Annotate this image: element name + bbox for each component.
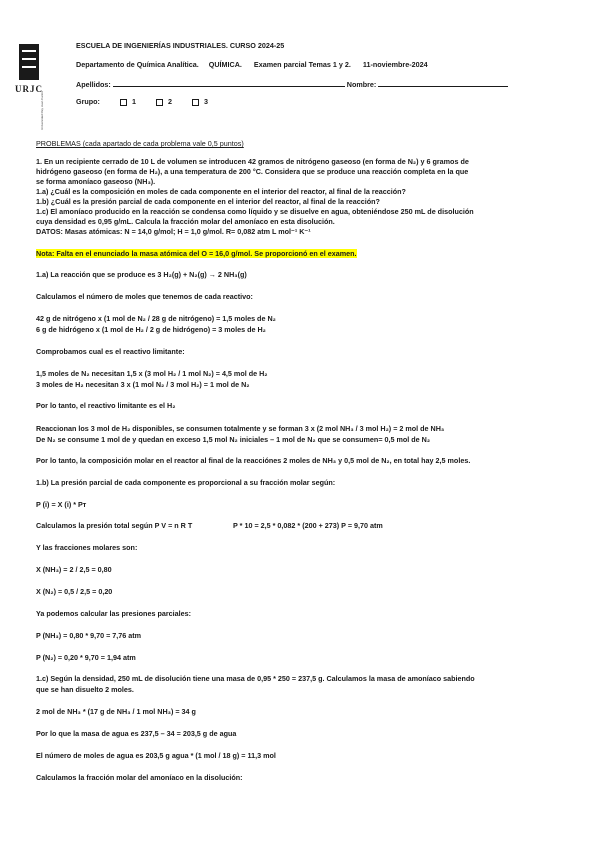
group-option-1[interactable]: 1 bbox=[120, 97, 136, 106]
group-option-3[interactable]: 3 bbox=[192, 97, 208, 106]
logo-vertical-text: Universidad Rey Juan Carlos bbox=[40, 91, 44, 130]
statement-line-3: se forma amoníaco gaseoso (NH₃). bbox=[36, 177, 156, 186]
question-c-line-1: 1.c) El amoníaco producido en la reacción se condensa como líquido y se disuelve en agua, obteniéndose 250 mL de disolución bbox=[36, 207, 474, 216]
solution-line: 1,5 moles de N₂ necesitan 1,5 x (3 mol H₂ / 1 mol N₂) = 4,5 mol de H₂ bbox=[36, 369, 268, 378]
solution-line: P (i) = X (i) * Pᴛ bbox=[36, 500, 87, 509]
solution-line: 1.c) Según la densidad, 250 mL de disolución tiene una masa de 0,95 * 250 = 237,5 g. Calculamos la masa de amoníaco sabiendo bbox=[36, 674, 475, 683]
checkbox-icon bbox=[156, 99, 163, 106]
solution-line: que se han disuelto 2 moles. bbox=[36, 685, 134, 694]
checkbox-icon bbox=[192, 99, 199, 106]
solution-line: Calculamos la presión total según P V = n R T P * 10 = 2,5 * 0,082 * (200 + 273) P = 9,70 atm bbox=[36, 521, 383, 530]
solution-line: Reaccionan los 3 mol de H₂ disponibles, se consumen totalmente y se forman 3 x (2 mol NH₃ / 3 mol H₂) = 2 mol de NH₃ bbox=[36, 424, 445, 433]
solution-line: Calculamos la fracción molar del amoníaco en la disolución: bbox=[36, 773, 243, 782]
logo-mark-icon bbox=[19, 44, 39, 80]
logo-text: URJC bbox=[15, 84, 43, 94]
statement-line-2: hidrógeno gaseoso (en forma de H₂), a una temperatura de 200 °C. Considera que se produce una reacción completa en la que bbox=[36, 167, 469, 176]
problems-title: PROBLEMAS (cada apartado de cada problema vale 0,5 puntos) bbox=[36, 139, 244, 148]
solution-line: X (N₂) = 0,5 / 2,5 = 0,20 bbox=[36, 587, 113, 596]
solution-line: Calculamos el número de moles que tenemos de cada reactivo: bbox=[36, 292, 253, 301]
checkbox-icon bbox=[120, 99, 127, 106]
group-option-2[interactable]: 2 bbox=[156, 97, 172, 106]
data-line: DATOS: Masas atómicas: N = 14,0 g/mol; H = 1,0 g/mol. R= 0,082 atm L mol⁻¹ K⁻¹ bbox=[36, 227, 311, 236]
school-title: ESCUELA DE INGENIERÍAS INDUSTRIALES. CURSO 2024-25 bbox=[76, 41, 285, 50]
exam-title: Examen parcial Temas 1 y 2. bbox=[253, 60, 351, 69]
surname-label: Apellidos: bbox=[76, 80, 111, 89]
group-line bbox=[76, 97, 208, 106]
university-logo bbox=[14, 40, 44, 130]
surname-field[interactable] bbox=[113, 80, 345, 87]
question-b: 1.b) ¿Cuál es la presión parcial de cada componente en el interior del reactor, al final de la reacción? bbox=[36, 197, 380, 206]
solution-line: 1.b) La presión parcial de cada componente es proporcional a su fracción molar según: bbox=[36, 478, 336, 487]
solution-line: 6 g de hidrógeno x (1 mol de H₂ / 2 g de hidrógeno) = 3 moles de H₂ bbox=[36, 325, 266, 334]
question-c-line-2: cuya densidad es 0,95 g/mL. Calcula la fracción molar del amoníaco en esta disolución. bbox=[36, 217, 335, 226]
solution-line: X (NH₃) = 2 / 2,5 = 0,80 bbox=[36, 565, 112, 574]
subject: QUÍMICA. bbox=[208, 60, 242, 69]
solution-line: 2 mol de NH₃ * (17 g de NH₃ / 1 mol NH₃) = 34 g bbox=[36, 707, 196, 716]
solution-line: 1.a) La reacción que se produce es 3 H₂(g) + N₂(g) → 2 NH₃(g) bbox=[36, 270, 247, 279]
exam-date: 11-noviembre-2024 bbox=[362, 60, 428, 69]
solution-line: Por lo tanto, el reactivo limitante es el H₂ bbox=[36, 401, 176, 410]
solution-line: P (N₂) = 0,20 * 9,70 = 1,94 atm bbox=[36, 653, 136, 662]
solution-line: Comprobamos cual es el reactivo limitante: bbox=[36, 347, 185, 356]
solution-line: 42 g de nitrógeno x (1 mol de N₂ / 28 g de nitrógeno) = 1,5 moles de N₂ bbox=[36, 314, 276, 323]
name-field[interactable] bbox=[378, 80, 508, 87]
solution-line: El número de moles de agua es 203,5 g agua * (1 mol / 18 g) = 11,3 mol bbox=[36, 751, 276, 760]
solution-line: 3 moles de H₂ necesitan 3 x (1 mol N₂ / 3 mol H₂) = 1 mol de N₂ bbox=[36, 380, 250, 389]
solution-line: Por lo que la masa de agua es 237,5 – 34 = 203,5 g de agua bbox=[36, 729, 237, 738]
question-a: 1.a) ¿Cuál es la composición en moles de cada componente en el interior del reactor, al final de la reacción? bbox=[36, 187, 406, 196]
highlighted-note: Nota: Falta en el enunciado la masa atómica del O = 16,0 g/mol. Se proporcionó en el examen. bbox=[36, 249, 357, 258]
exam-info-line bbox=[76, 60, 428, 69]
solution-line: Por lo tanto, la composición molar en el reactor al final de la reacciónes 2 moles de NH₃ y 0,5 mol de N₂, en total hay 2,5 moles. bbox=[36, 456, 471, 465]
solution-line: Ya podemos calcular las presiones parciales: bbox=[36, 609, 192, 618]
student-line bbox=[76, 80, 508, 89]
department: Departamento de Química Analítica. bbox=[76, 60, 199, 69]
statement-line-1: 1. En un recipiente cerrado de 10 L de volumen se introducen 42 gramos de nitrógeno gaseoso (en forma de N₂) y 6 gramos de bbox=[36, 157, 469, 166]
name-label: Nombre: bbox=[346, 80, 377, 89]
group-label: Grupo: bbox=[76, 97, 100, 106]
solution-line: De N₂ se consume 1 mol de y quedan en exceso 1,5 mol N₂ iniciales – 1 mol de N₂ que se consumen= 0,5 mol de N₂ bbox=[36, 435, 431, 444]
solution-line: P (NH₃) = 0,80 * 9,70 = 7,76 atm bbox=[36, 631, 142, 640]
solution-line: Y las fracciones molares son: bbox=[36, 543, 138, 552]
